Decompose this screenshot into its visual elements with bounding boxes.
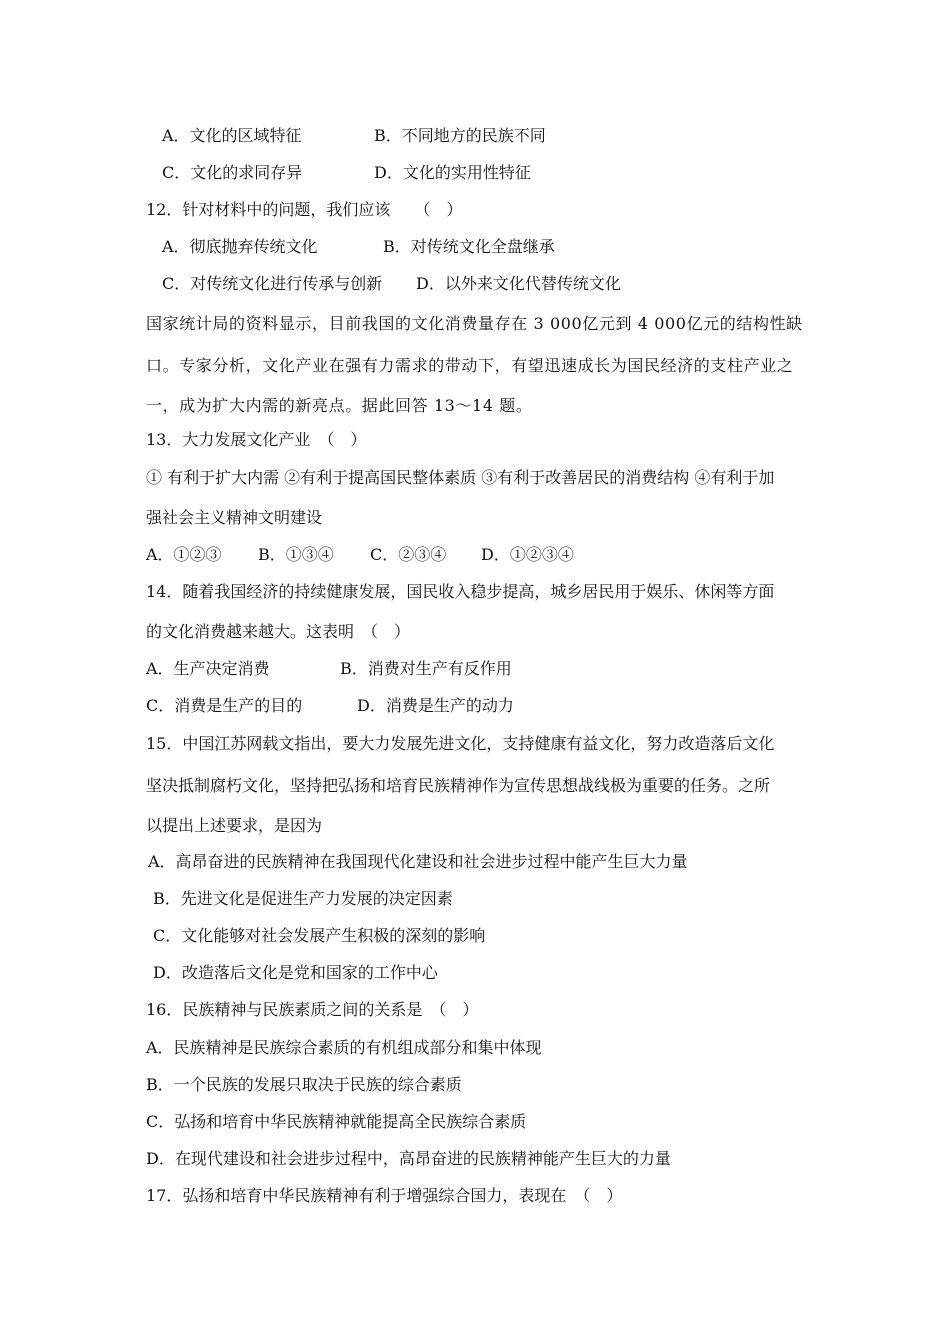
q15-option-a: A．高昂奋进的民族精神在我国现代化建设和社会进步过程中能产生巨大力量 bbox=[148, 852, 688, 871]
q16-option-d: D．在现代建设和社会进步过程中，高昂奋进的民族精神能产生巨大的力量 bbox=[146, 1149, 671, 1168]
q12-option-c: C．对传统文化进行传承与创新 bbox=[162, 274, 383, 293]
q11-option-b: B．不同地方的民族不同 bbox=[374, 126, 546, 145]
q14-option-c: C．消费是生产的目的 bbox=[146, 696, 303, 715]
q15-option-b: B．先进文化是促进生产力发展的决定因素 bbox=[153, 889, 453, 908]
q14-stem-line-1: 14．随着我国经济的持续健康发展，国民收入稳步提高，城乡居民用于娱乐、休闲等方面 bbox=[146, 582, 775, 601]
q14-option-d: D．消费是生产的动力 bbox=[357, 696, 514, 715]
q13-stem: 13．大力发展文化产业 （ ） bbox=[146, 430, 367, 449]
q15-option-c: C．文化能够对社会发展产生积极的深刻的影响 bbox=[153, 926, 486, 945]
q13-items-line-1: ① 有利于扩大内需 ②有利于提高国民整体素质 ③有利于改善居民的消费结构 ④有利于加 bbox=[146, 468, 775, 487]
q16-option-b: B．一个民族的发展只取决于民族的综合素质 bbox=[146, 1075, 462, 1094]
q15-stem-line-3: 以提出上述要求，是因为 bbox=[146, 816, 323, 835]
q12-option-a: A．彻底抛弃传统文化 bbox=[162, 237, 318, 256]
q13-option-a: A．①②③ bbox=[146, 545, 222, 564]
q16-option-a: A．民族精神是民族综合素质的有机组成部分和集中体现 bbox=[146, 1038, 542, 1057]
q13-option-c: C．②③④ bbox=[370, 545, 447, 564]
q11-option-a: A．文化的区域特征 bbox=[162, 126, 302, 145]
q12-stem: 12．针对材料中的问题，我们应该 （ ） bbox=[146, 200, 463, 219]
q12-option-d: D．以外来文化代替传统文化 bbox=[416, 274, 621, 293]
q17-stem: 17．弘扬和培育中华民族精神有利于增强综合国力，表现在 （ ） bbox=[146, 1186, 623, 1205]
q13-option-d: D．①②③④ bbox=[481, 545, 574, 564]
q15-stem-line-1: 15．中国江苏网载文指出，要大力发展先进文化，支持健康有益文化，努力改造落后文化 bbox=[146, 734, 775, 753]
q13-items-line-2: 强社会主义精神文明建设 bbox=[146, 508, 323, 527]
material-line-2: 口。专家分析，文化产业在强有力需求的带动下，有望迅速成长为国民经济的支柱产业之 bbox=[146, 356, 794, 375]
q16-stem: 16．民族精神与民族素质之间的关系是 （ ） bbox=[146, 1000, 479, 1019]
q14-option-b: B．消费对生产有反作用 bbox=[340, 659, 512, 678]
q11-option-d: D．文化的实用性特征 bbox=[374, 163, 531, 182]
q15-option-d: D．改造落后文化是党和国家的工作中心 bbox=[153, 963, 438, 982]
q14-option-a: A．生产决定消费 bbox=[146, 659, 270, 678]
material-line-1: 国家统计局的资料显示，目前我国的文化消费量存在 3 000亿元到 4 000亿元的结构性缺 bbox=[146, 314, 803, 333]
q14-stem-line-2: 的文化消费越来越大。这表明 （ ） bbox=[146, 622, 411, 641]
q16-option-c: C．弘扬和培育中华民族精神就能提高全民族综合素质 bbox=[146, 1112, 527, 1131]
q12-option-b: B．对传统文化全盘继承 bbox=[383, 237, 555, 256]
q15-stem-line-2: 坚决抵制腐朽文化，坚持把弘扬和培育民族精神作为宣传思想战线极为重要的任务。之所 bbox=[146, 776, 771, 795]
q11-option-c: C．文化的求同存异 bbox=[162, 163, 303, 182]
material-line-3: 一，成为扩大内需的新亮点。据此回答 13～14 题。 bbox=[146, 396, 533, 415]
q13-option-b: B．①③④ bbox=[258, 545, 334, 564]
